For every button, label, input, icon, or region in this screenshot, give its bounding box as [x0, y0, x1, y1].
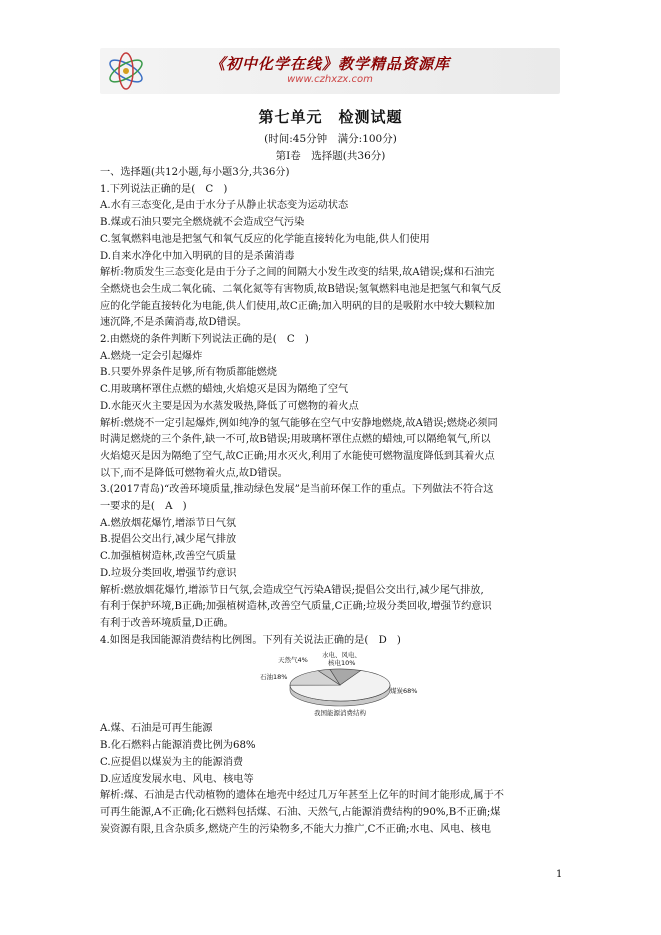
q2-analysis-line: 火焰熄灭是因为隔绝了空气,故C正确;用水灭火,利用了水能使可燃物温度降低到其着火点: [100, 450, 495, 462]
pie-label-oil: 石油18%: [260, 673, 288, 682]
q1-analysis-line: 解析:物质发生三态变化是由于分子之间的间隔大小发生改变的结果,故A错误;煤和石油完: [100, 267, 495, 279]
doc-body: [100, 165, 561, 838]
q3-option-a: A.燃放烟花爆竹,增添节日气氛: [100, 517, 237, 529]
q3-option-c: C.加强植树造林,改善空气质量: [100, 551, 237, 563]
q2-analysis-line: 以下,而不是降低可燃物着火点,故D错误。: [100, 467, 288, 479]
pie-label-hydro-line1: 水电、风电、: [322, 651, 361, 660]
q3-stem: 3.(2017青岛)“改善环境质量,推动绿色发展”是当前环保工作的重点。下列做法不符合这: [100, 484, 494, 496]
q2-option-d: D.水能灭火主要是因为水蒸发吸热,降低了可燃物的着火点: [100, 400, 359, 412]
q4-stem: 4.如图是我国能源消费结构比例图。下列有关说法正确的是( D ): [100, 634, 401, 646]
time-info: (时间:45分钟 满分:100分): [264, 133, 397, 145]
banner-title: 《初中化学在线》教学精品资源库: [209, 55, 450, 73]
doc-title: 第七单元 检测试题: [258, 108, 403, 126]
q1-option-c: C.氢氧燃料电池是把氢气和氧气反应的化学能直接转化为电能,供人们使用: [100, 233, 430, 245]
volume-heading: 第Ⅰ卷 选择题(共36分): [275, 150, 386, 162]
q2-option-a: A.燃烧一定会引起爆炸: [100, 350, 203, 362]
q2-stem: 2.由燃烧的条件判断下列说法正确的是( C ): [100, 334, 309, 346]
q4-option-d: D.应适度发展水电、风电、核电等: [100, 773, 254, 785]
q4-analysis-line: 炭资源有限,且含杂质多,燃烧产生的污染物多,不能大力推广,C不正确;水电、风电、核电: [100, 823, 491, 835]
pie-label-coal: 煤炭68%: [390, 687, 418, 696]
q1-option-d: D.自来水净化中加入明矾的目的是杀菌消毒: [100, 250, 295, 262]
energy-pie-chart: [100, 649, 561, 721]
pie-label-hydro-line2: 核电10%: [328, 659, 356, 668]
pie-chart-svg: [240, 649, 440, 721]
q2-option-c: C.用玻璃杯罩住点燃的蜡烛,火焰熄灭是因为隔绝了空气: [100, 384, 349, 396]
q2-option-b: B.只要外界条件足够,所有物质都能燃烧: [100, 367, 277, 379]
q4-option-c: C.应提倡以煤炭为主的能源消费: [100, 756, 244, 768]
q2-analysis-line: 时满足燃烧的三个条件,缺一不可,故B错误;用玻璃杯罩住点燃的蜡烛,可以隔绝氧气,所以: [100, 434, 491, 446]
pie-chart-title: 我国能源消费结构: [314, 709, 366, 718]
q1-option-a: A.水有三态变化,是由于水分子从静止状态变为运动状态: [100, 200, 349, 212]
header-banner: [100, 48, 560, 94]
q3-option-b: B.提倡公交出行,减少尾气排放: [100, 534, 237, 546]
q4-analysis-line: 可再生能源,A不正确;化石燃料包括煤、石油、天然气,占能源消费结构的90%,B不正确;煤: [100, 806, 501, 818]
q1-analysis-line: 全燃烧也会生成二氧化硫、二氧化氮等有害物质,故B错误;氢氧燃料电池是把氢气和氧气反: [100, 283, 502, 295]
section-heading: 一、选择题(共12小题,每小题3分,共36分): [100, 167, 290, 178]
q4-option-a: A.煤、石油是可再生能源: [100, 723, 213, 735]
q4-analysis-line: 解析:煤、石油是古代动植物的遗体在地壳中经过几万年甚至上亿年的时间才能形成,属于不: [100, 790, 504, 802]
q3-stem: 一要求的是( A ): [100, 501, 187, 513]
banner-url: www.czhxzx.com: [287, 74, 373, 85]
q1-analysis-line: 速沉降,不是杀菌消毒,故D错误。: [100, 317, 248, 329]
q3-option-d: D.垃圾分类回收,增强节约意识: [100, 567, 237, 579]
q3-analysis-line: 有利于保护环境,B正确;加强植树造林,改善空气质量,C正确;垃圾分类回收,增强节约意识: [100, 601, 492, 613]
q1-analysis-line: 应的化学能直接转化为电能,供人们使用,故C正确;加入明矾的目的是吸附水中较大颗粒加: [100, 300, 495, 312]
q3-analysis-line: 解析:燃放烟花爆竹,增添节日气氛,会造成空气污染A错误;提倡公交出行,减少尾气排放,: [100, 584, 484, 596]
q4-option-b: B.化石燃料占能源消费比例为68%: [100, 740, 256, 752]
q2-analysis-line: 解析:燃烧不一定引起爆炸,例如纯净的氢气能够在空气中安静地燃烧,故A错误;燃烧必须同: [100, 417, 498, 429]
q3-analysis-line: 有利于改善环境质量,D正确。: [100, 617, 234, 629]
pie-label-natural-gas: 天然气4%: [278, 656, 308, 665]
q1-option-b: B.煤或石油只要完全燃烧就不会造成空气污染: [100, 217, 305, 229]
q1-stem: 1.下列说法正确的是( C ): [100, 183, 228, 195]
page-number: 1: [556, 869, 563, 880]
